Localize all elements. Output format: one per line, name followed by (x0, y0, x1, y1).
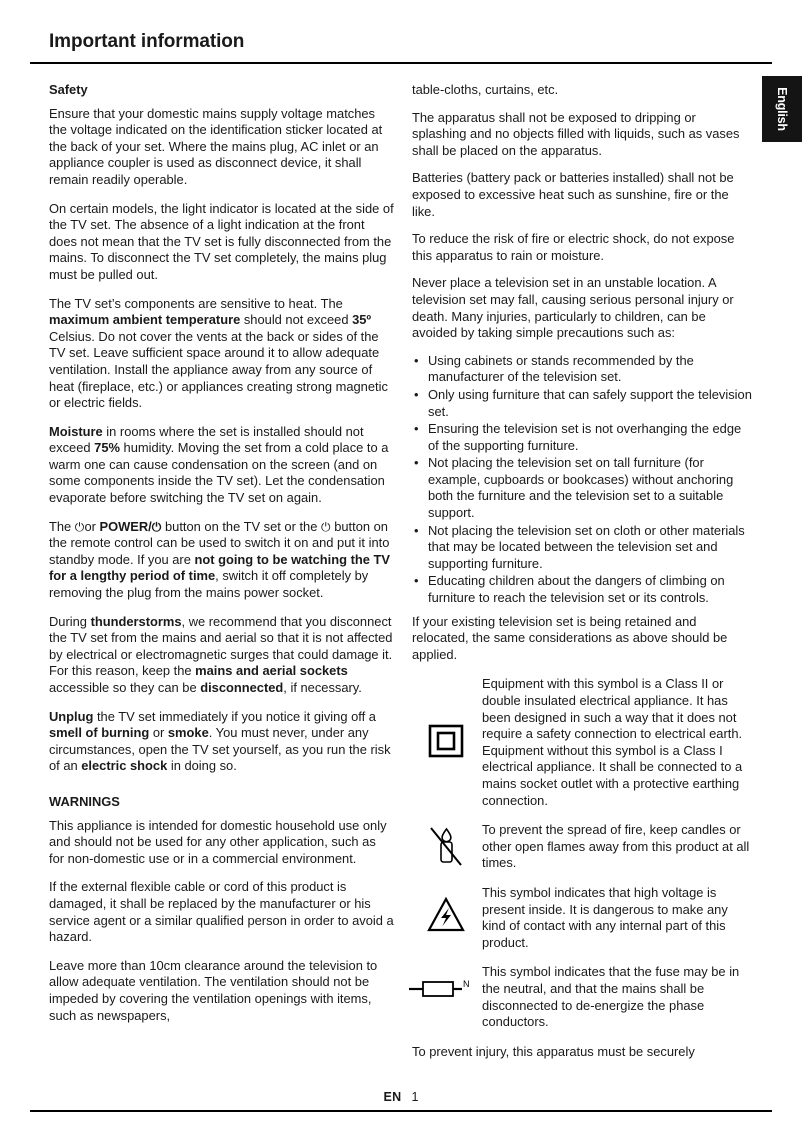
power-symbol-icon: ⏻ (151, 519, 162, 534)
language-tab (762, 76, 802, 142)
symbol-text-class-two (482, 676, 752, 809)
paragraph-domestic-use: This appliance is intended for domestic household use only and should not be used for any other application, such as for non-domestic use or in a commercial environment. (49, 817, 387, 866)
high-voltage-lightning-triangle-icon-svg (427, 897, 465, 933)
text-run: , if necessary. (283, 680, 362, 695)
text-bold-electric-shock: electric shock (81, 758, 168, 774)
text-run: button on the TV set or the (161, 518, 321, 534)
right-column (412, 82, 752, 1072)
text-run: The (49, 518, 75, 534)
paragraph-moisture (49, 424, 394, 507)
text-bold-not-going-to-watch: not going to be watching the TV for a lengthy period of time (49, 551, 390, 584)
symbol-text-line: To prevent the spread of fire, keep candles or other open flames away from this product at all times. (482, 822, 750, 871)
list-item: • Only using furniture that can safely support the television set. (412, 387, 752, 420)
list-item: • Not placing the television set on cloth or other materials that may be located between the television set and supporting furniture. (412, 523, 752, 573)
paragraph-retained-relocated: If your existing television set is being retained and relocated, the same considerations as above should be applied. (412, 613, 728, 662)
class-two-double-insulated-icon-svg (428, 724, 464, 758)
paragraph-mains-supply: Ensure that your domestic mains supply voltage matches the voltage indicated on the identification sticker located at the back of your set. Where the mains plug, AC inlet or an appliance coupler is used as disconnect device, it shall remain readily operable. (49, 105, 383, 187)
text-run: . You must never, under any circumstances, open the TV set yourself, as you run the risk of an (49, 725, 391, 774)
high-voltage-lightning-triangle-icon (420, 897, 472, 933)
symbol-text-line: This symbol indicates that high voltage is present inside. It is dangerous to make any kind of contact with any internal part of this product. (482, 884, 728, 950)
symbol-row-no-open-flame (412, 822, 752, 872)
list-item: • Educating children about the dangers of climbing on furniture to reach the television set or its controls. (412, 573, 752, 606)
paragraph-batteries: Batteries (battery pack or batteries installed) shall not be exposed to excessive heat such as sunshine, fire or the like. (412, 170, 734, 219)
text-bold-moisture: Moisture (49, 423, 103, 439)
text-run: the TV set immediately if you notice it giving off a (93, 708, 376, 724)
power-symbol-icon: ⏻ (320, 519, 331, 534)
text-run: or (149, 725, 168, 741)
symbol-row-fuse-neutral (412, 964, 752, 1030)
text-run: Celsius. Do not cover the vents at the back or sides of the TV set. Leave sufficient space around it to allow adequate ventilation. Install the appliance away from any source of heat (fireplace, etc.) or appliances creating strong magnetic or electric fields. (49, 328, 388, 411)
fuse-icon-neutral-label: N (463, 979, 470, 990)
text-run: , switch it off completely by removing the plug from the mains power socket. (49, 568, 369, 601)
symbol-text-no-open-flame (482, 822, 752, 872)
text-bold-thunderstorms: thunderstorms (90, 613, 182, 629)
paragraph-dripping-splashing: The apparatus shall not be exposed to dripping or splashing and no objects filled with liquids, such as vases shall be placed on the apparatus. (412, 109, 740, 158)
paragraph-power-button (49, 519, 394, 602)
paragraph-unstable-location: Never place a television set in an unstable location. A television set may fall, causing serious personal injury or death. Many injuries, particularly to children, can be avoided by taking simple precautions such as: (412, 275, 734, 341)
footer-divider-rule (30, 1110, 772, 1112)
symbol-text-line: Equipment without this symbol is a Class I electrical appliance. It shall be connected to a mains socket outlet with a protective earthing connection. (482, 742, 743, 808)
header-divider-rule (30, 62, 772, 64)
symbol-text-line: This symbol indicates that the fuse may be in the neutral, and that the mains shall be disconnected to de-energize the phase conductors. (482, 964, 740, 1030)
page-footer (0, 1090, 802, 1104)
symbol-legend-block (412, 676, 752, 1030)
left-column (49, 82, 394, 1036)
symbol-row-class-two (412, 676, 752, 809)
text-bold-max-ambient-temperature: maximum ambient temperature (49, 312, 241, 328)
paragraph-clearance: Leave more than 10cm clearance around the television to allow adequate ventilation. The ventilation should not be impeded by covering the ventilation openings with items, such as newspapers, (49, 957, 378, 1023)
power-symbol-icon: ⏻ (74, 519, 85, 534)
paragraph-heat-sensitivity (49, 296, 394, 412)
fuse-in-neutral-icon-svg (408, 978, 472, 1000)
list-item: • Not placing the television set on tall furniture (for example, cupboards or bookcases) without anchoring both the furniture and the television set to a suitable support. (412, 455, 752, 521)
text-run: accessible so they can be (49, 680, 201, 695)
heading-safety: Safety (49, 82, 88, 97)
text-bold-35-degrees: 35º (352, 312, 372, 328)
fuse-in-neutral-icon (404, 978, 476, 1000)
no-open-flame-candle-icon-svg (429, 824, 463, 868)
heading-warnings: WARNINGS (49, 793, 120, 809)
text-bold-mains-aerial-sockets: mains and aerial sockets (195, 663, 348, 679)
text-run: During (49, 613, 91, 629)
text-run: should not exceed (240, 312, 353, 328)
no-open-flame-candle-icon (420, 824, 472, 868)
symbol-text-fuse-neutral (482, 964, 752, 1030)
text-run: button on the remote control can be used to switch it on and put it into standby mode. If you are (49, 518, 390, 567)
text-bold-disconnected: disconnected (200, 680, 284, 695)
paragraph-prevent-injury: To prevent injury, this apparatus must be securely (412, 1043, 695, 1059)
footer-language-code: EN (383, 1090, 402, 1104)
paragraph-table-cloths: table-cloths, curtains, etc. (412, 82, 559, 97)
text-run: The TV set’s components are sensitive to heat. The (49, 295, 343, 311)
text-run: or (84, 518, 100, 534)
paragraph-unplug (49, 709, 394, 775)
paragraph-damaged-cable: If the external flexible cable or cord of this product is damaged, it shall be replaced by the manufacturer or his service agent or a similar qualified person in order to avoid a hazard. (49, 879, 394, 945)
symbol-text-high-voltage (482, 885, 752, 951)
symbol-text-line: Equipment with this symbol is a Class II or double insulated electrical appliance. It has been designed in such a way that it does not require a safety connection to electrical earth. (482, 676, 743, 742)
text-bold-smell-of-burning: smell of burning (49, 725, 150, 741)
list-item: • Using cabinets or stands recommended by the manufacturer of the television set. (412, 353, 752, 386)
text-bold-unplug: Unplug (49, 708, 94, 724)
text-run: humidity. Moving the set from a cold place to a warm one can cause condensation on the screen (and on some components inside the TV set). Let the condensation evaporate before switching the TV set on again. (49, 440, 389, 506)
language-tab-label: English (775, 87, 789, 131)
paragraph-rain-moisture: To reduce the risk of fire or electric shock, do not expose this apparatus to rain or moisture. (412, 231, 735, 263)
text-bold-smoke: smoke (167, 725, 209, 741)
symbol-row-high-voltage (412, 885, 752, 951)
list-item: • Ensuring the television set is not overhanging the edge of the supporting furniture. (412, 421, 752, 454)
page-title: Important information (49, 31, 245, 52)
text-run: , we recommend that you disconnect the TV set from the mains and aerial so that it is not affected by electrical or electromagnetic surges that could damage it. For this reason, keep the (49, 613, 393, 679)
class-two-double-insulated-icon (420, 724, 472, 758)
precautions-bullet-list (412, 353, 752, 607)
text-bold-75-percent: 75% (94, 440, 120, 456)
text-run: in rooms where the set is installed should not exceed (49, 423, 364, 456)
text-run: in doing so. (167, 758, 237, 774)
paragraph-thunderstorms (49, 614, 394, 697)
text-bold-power-label: POWER/ (99, 518, 152, 534)
paragraph-light-indicator: On certain models, the light indicator is located at the side of the TV set. The absence of a light indication at the front does not mean that the TV set is fully disconnected from the mains. To disconnect the TV set completely, the mains plug must be pulled out. (49, 200, 394, 282)
footer-page-number: 1 (411, 1090, 419, 1104)
